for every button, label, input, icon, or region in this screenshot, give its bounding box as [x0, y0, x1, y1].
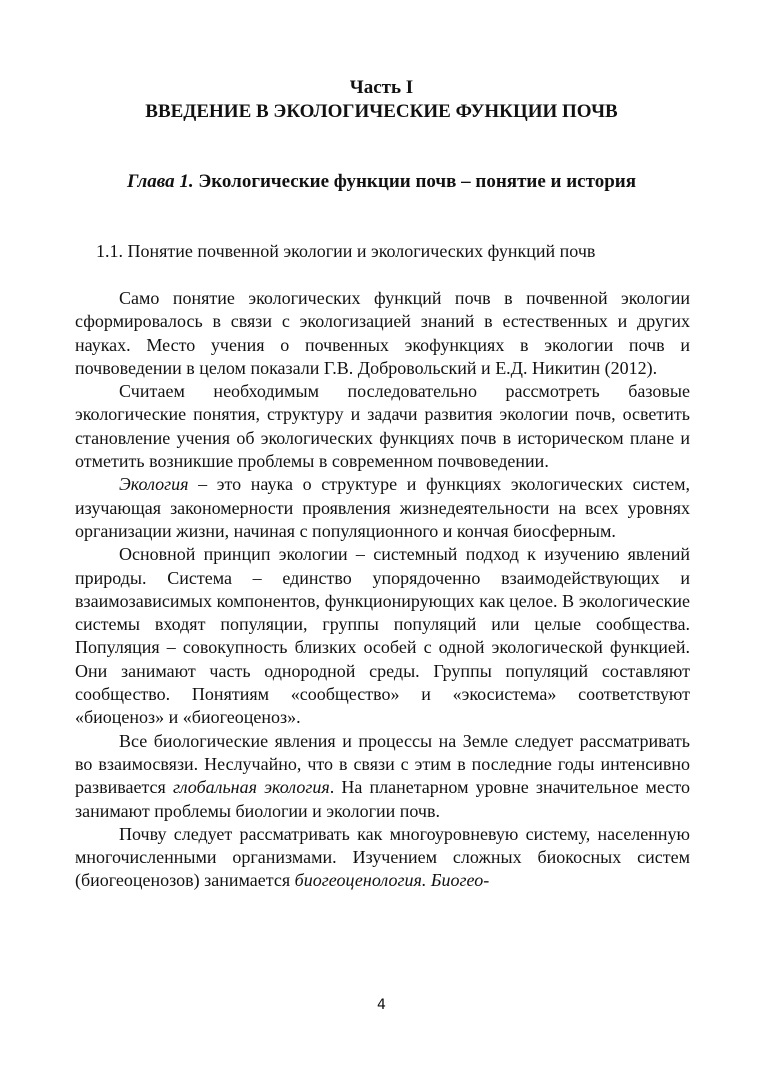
part-label: Часть I: [349, 77, 414, 98]
term-global-ecology: глобальная экология: [172, 777, 330, 798]
page-number: 4: [377, 997, 386, 1013]
paragraph-6-text: Почву следует рассматривать как многоуровневую систему, населенную многочисленными организмами. Изучением сложных биокосных систем (биогеоценозов) занимается: [75, 823, 690, 891]
paragraph-3: [75, 473, 690, 543]
paragraph-4: Основной принцип экологии – системный подход к изучению явлений природы. Система – единство упорядоченно взаимодействующих и взаимозависимых компонентов, функционирующих как целое. В экологические системы входят популяции, группы популяций или целые сообщества. Популяция – совокупность близких особей с одной экологической функцией. Они занимают часть однородной среды. Группы популяций составляют сообщество. Понятиям «сообщество» и «экосистема» соответствуют «биоценоз» и «биогеоценоз».: [75, 544, 690, 728]
paragraph-5-text-a: Все биологические явления и процессы на Земле следует рассматривать во взаимосвязи. Неслучайно, что в связи с этим в последние годы интенсивно развивается: [75, 730, 690, 798]
paragraph-5-text-b: . На планетарном уровне значительное место занимают проблемы биологии и экологии почв.: [75, 777, 691, 821]
chapter-title: Экологические функции почв – понятие и история: [198, 171, 636, 192]
part-heading: [0, 76, 763, 124]
part-title: ВВЕДЕНИЕ В ЭКОЛОГИЧЕСКИЕ ФУНКЦИИ ПОЧВ: [145, 101, 618, 122]
chapter-heading: [0, 170, 763, 194]
term-biogeocenology: биогеоценология. Биогео-: [294, 870, 490, 891]
paragraph-5: [75, 730, 690, 823]
section-heading: 1.1. Понятие почвенной экологии и экологических функций почв: [96, 241, 596, 261]
paragraph-1: Само понятие экологических функций почв в почвенной экологии сформировалось в связи с экологизацией знаний в естественных и других науках. Место учения о почвенных экофункциях в экологии почв и почвоведении в целом показали Г.В. Добровольский и Е.Д. Никитин (2012).: [75, 288, 690, 378]
paragraph-3-text: – это наука о структуре и функциях экологических систем, изучающая закономерности проявления жизнедеятельности на всех уровнях организации жизни, начиная с популяционного и кончая биосферным.: [75, 474, 690, 541]
chapter-number: Глава 1.: [127, 171, 194, 192]
body-text: [75, 287, 690, 893]
term-ecology: Экология: [119, 474, 189, 495]
paragraph-6: [75, 823, 690, 893]
paragraph-2: Считаем необходимым последовательно рассмотреть базовые экологические понятия, структуру и задачи развития экологии почв, осветить становление учения об экологических функциях почв в историческом плане и отметить возникшие проблемы в современном почвоведении.: [75, 381, 690, 472]
